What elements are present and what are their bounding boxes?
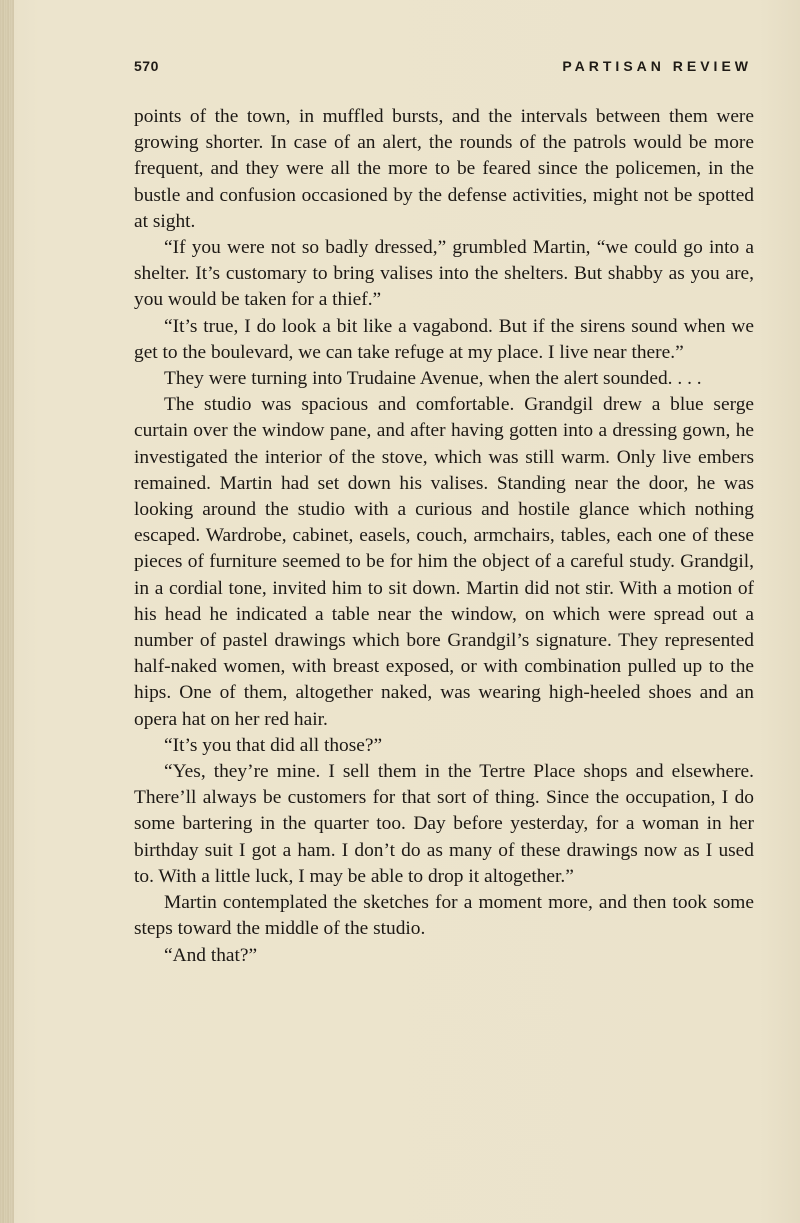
running-head: PARTISAN REVIEW (562, 58, 752, 74)
body-text (134, 104, 754, 969)
paragraph: “It’s true, I do look a bit like a vagabond. But if the sirens sound when we get to the boulevard, we can take refuge at my place. I live near there.” (134, 315, 754, 363)
paragraph: “And that?” (164, 944, 258, 966)
paragraph: They were turning into Trudaine Avenue, when the alert sounded. . . . (164, 368, 702, 390)
page-header (134, 58, 752, 82)
page-gutter (0, 0, 14, 1223)
page-number: 570 (134, 58, 159, 74)
paragraph: “Yes, they’re mine. I sell them in the Tertre Place shops and elsewhere. There’ll always be customers for that sort of thing. Since the occupation, I do some bartering in the quarter too. Day before yesterday, for a woman in her birthday suit I got a ham. I don’t do as many of these drawings now as I used to. With a little luck, I may be able to drop it altogether.” (134, 761, 754, 887)
paragraph: points of the town, in muffled bursts, and the intervals between them were growing shorter. In case of an alert, the rounds of the patrols would be more frequent, and they were all the more to be feared since the policemen, in the bustle and confusion occasioned by the defense activities, might not be spotted at sight. (134, 106, 754, 232)
paragraph: “It’s you that did all those?” (164, 734, 383, 756)
paragraph: Martin contemplated the sketches for a moment more, and then took some steps toward the middle of the studio. (134, 892, 754, 940)
paragraph: The studio was spacious and comfortable. Grandgil drew a blue serge curtain over the window pane, and after having gotten into a dressing gown, he investigated the interior of the stove, which was still warm. Only live embers remained. Martin had set down his valises. Standing near the door, he was looking around the studio with a curious and hostile glance which nothing escaped. Wardrobe, cabinet, easels, couch, armchairs, tables, each one of these pieces of furniture seemed to be for him the object of a careful study. Grandgil, in a cordial tone, invited him to sit down. Martin did not stir. With a motion of his head he indicated a table near the window, on which were spread out a number of pastel drawings which bore Grandgil’s signature. They represented half-naked women, with breast exposed, or with combination pulled up to the hips. One of them, altogether naked, was wearing high-heeled shoes and an opera hat on her red hair. (134, 394, 754, 730)
paragraph: “If you were not so badly dressed,” grumbled Martin, “we could go into a shelter. It’s customary to bring valises into the shelters. But shabby as you are, you would be taken for a thief.” (134, 237, 754, 311)
